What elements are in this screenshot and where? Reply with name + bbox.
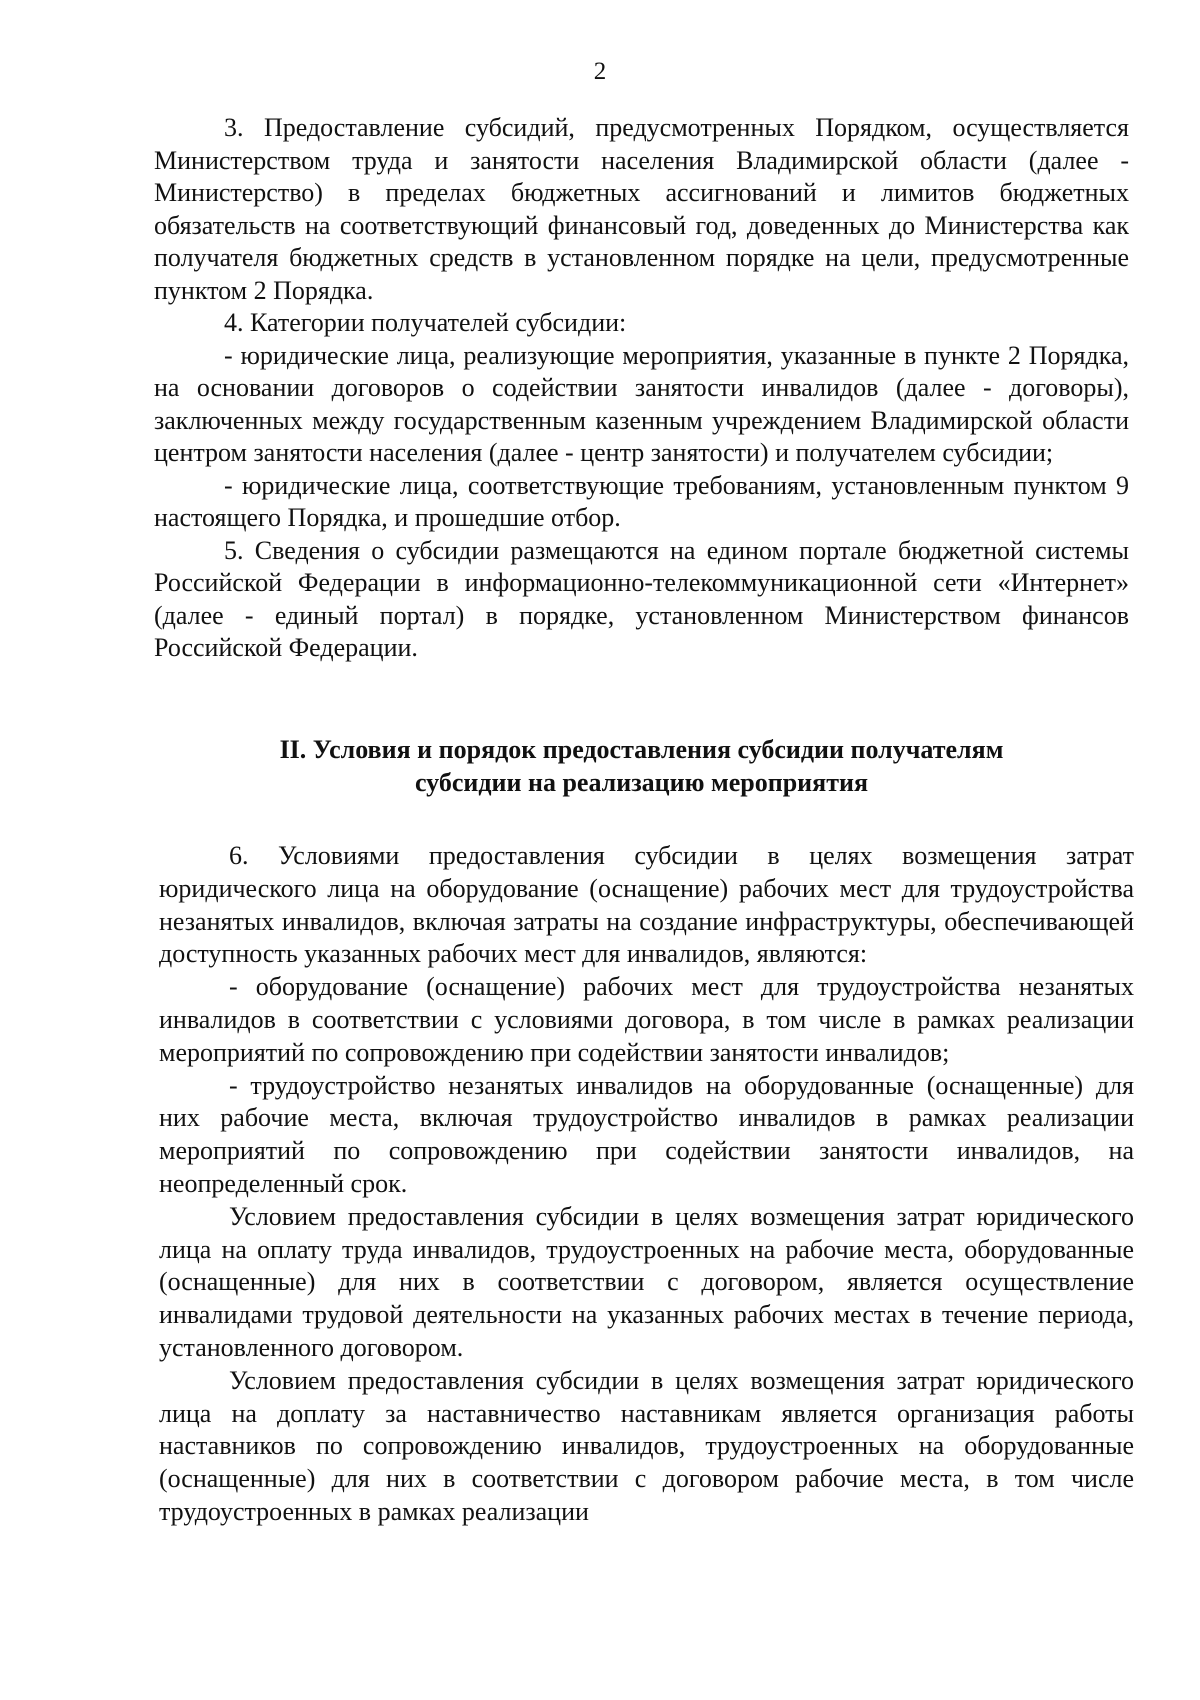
paragraphs-top [154, 112, 1129, 665]
section-heading [154, 733, 1129, 799]
section-heading-line-1: II. Условия и порядок предоставления субсидии получателям [279, 735, 1004, 764]
page-number: 2 [593, 58, 607, 85]
paragraph-5: 5. Сведения о субсидии размещаются на едином портале бюджетной системы Российской Федерации в информационно-телекоммуникационной сети «Интернет» (далее - единый портал) в порядке, установленном Министерством финансов Российской Федерации. [154, 535, 1129, 662]
list-item-conditions-2: - трудоустройство незанятых инвалидов на оборудованные (оснащенные) для них рабочие места, включая трудоустройство инвалидов в рамках реализации мероприятий по сопровождению при содействии занятости инвалидов, на неопределенный срок. [159, 1070, 1134, 1198]
paragraph-4: 4. Категории получателей субсидии: [224, 308, 627, 337]
paragraph-condition-mentoring: Условием предоставления субсидии в целях возмещения затрат юридического лица на доплату за наставничество наставникам является организация работы наставников по сопровождению инвалидов, трудоустроенных на оборудованные (оснащенные) для них в соответствии с договором рабочие места, в том числе трудоустроенных в рамках реализации [159, 1365, 1134, 1526]
list-item-conditions-1: - оборудование (оснащение) рабочих мест для трудоустройства незанятых инвалидов в соответствии с условиями договора, в том числе в рамках реализации мероприятий по сопровождению при содействии занятости инвалидов; [159, 972, 1134, 1067]
paragraph-3: 3. Предоставление субсидий, предусмотренных Порядком, осуществляется Министерством труда и занятости населения Владимирской области (далее - Министерство) в пределах бюджетных ассигнований и лимитов бюджетных обязательств на соответствующий финансовый год, доведенных до Министерства как получателя бюджетных средств в установленном порядке на цели, предусмотренные пунктом 2 Порядка. [154, 113, 1129, 305]
list-item-recipients-1: - юридические лица, реализующие мероприятия, указанные в пункте 2 Порядка, на основании договоров о содействии занятости инвалидов (далее - договоры), заключенных между государственным казенным учреждением Владимирской области центром занятости населения (далее - центр занятости) и получателем субсидии; [154, 340, 1129, 467]
section-heading-line-2: субсидии на реализацию мероприятия [414, 768, 869, 797]
paragraph-condition-salary: Условием предоставления субсидии в целях возмещения затрат юридического лица на оплату труда инвалидов, трудоустроенных на рабочие места, оборудованные (оснащенные) для них в соответствии с договором, является осуществление инвалидами трудовой деятельности на указанных рабочих местах в течение периода, установленного договором. [159, 1201, 1134, 1362]
paragraphs-bottom [159, 840, 1134, 1529]
paragraph-6: 6. Условиями предоставления субсидии в целях возмещения затрат юридического лица на оборудование (оснащение) рабочих мест для трудоустройства незанятых инвалидов, включая затраты на создание инфраструктуры, обеспечивающей доступность указанных рабочих мест для инвалидов, являются: [159, 841, 1134, 969]
list-item-recipients-2: - юридические лица, соответствующие требованиям, установленным пунктом 9 настоящего Порядка, и прошедшие отбор. [154, 470, 1129, 532]
